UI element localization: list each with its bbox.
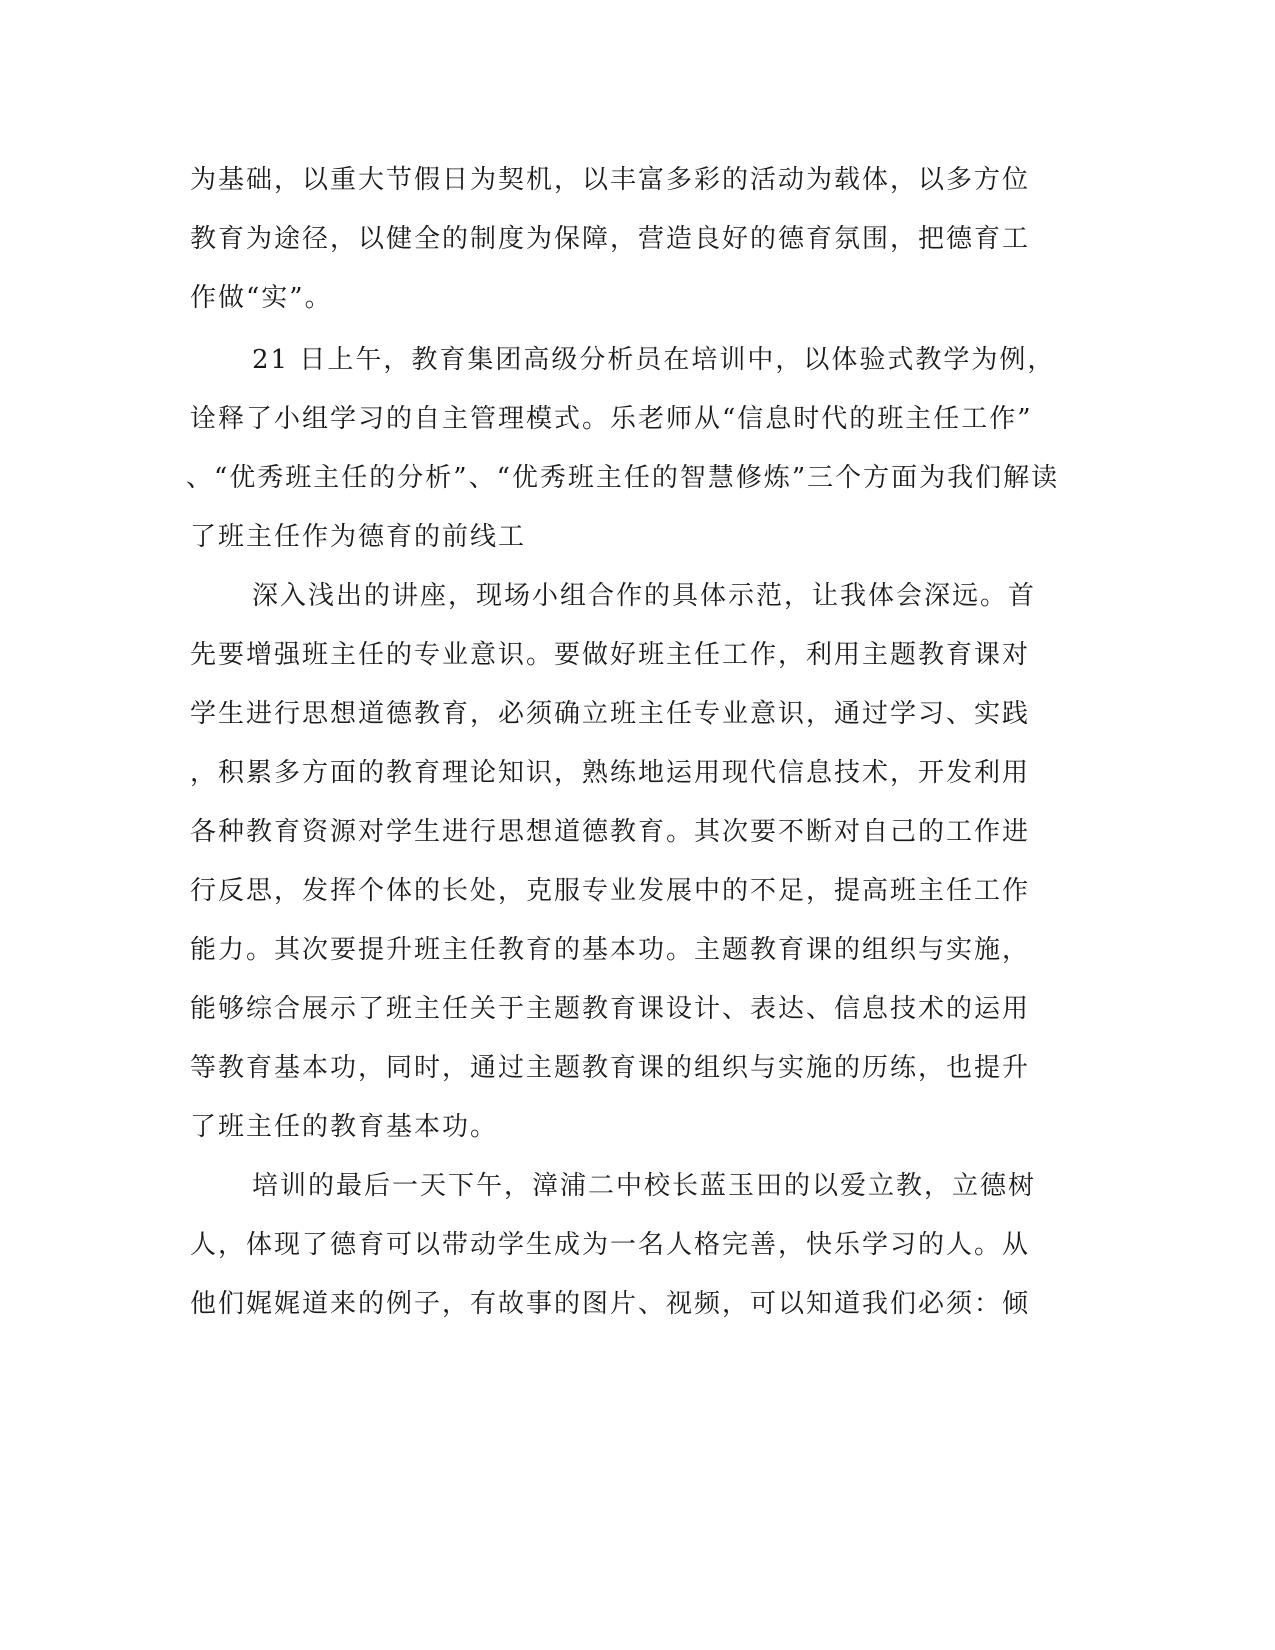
paragraph-start-line: 21 日上午，教育集团高级分析员在培训中，以体验式教学为例， — [252, 345, 1056, 375]
text-line: 能力。其次要提升班主任教育的基本功。主题教育课的组织与实施， — [190, 935, 1031, 965]
text-line: 诠释了小组学习的自主管理模式。乐老师从“信息时代的班主任工作” — [190, 404, 1033, 434]
text-line: 他们娓娓道来的例子，有故事的图片、视频，可以知道我们必须：倾 — [190, 1289, 1031, 1319]
text-line: 了班主任的教育基本功。 — [190, 1112, 499, 1142]
text-line: 人，体现了德育可以带动学生成为一名人格完善，快乐学习的人。从 — [190, 1230, 1031, 1260]
text-line: 学生进行思想道德教育，必须确立班主任专业意识，通过学习、实践 — [190, 699, 1031, 729]
paragraph-start-line: 培训的最后一天下午，漳浦二中校长蓝玉田的以爱立教，立德树 — [252, 1171, 1037, 1201]
text-line: ，积累多方面的教育理论知识，熟练地运用现代信息技术，开发利用 — [190, 758, 1031, 788]
text-line: 能够综合展示了班主任关于主题教育课设计、表达、信息技术的运用 — [190, 994, 1031, 1024]
text-line: 为基础，以重大节假日为契机，以丰富多彩的活动为载体，以多方位 — [190, 165, 1031, 195]
text-line: 了班主任作为德育的前线工 — [190, 522, 527, 552]
text-line: 教育为途径，以健全的制度为保障，营造良好的德育氛围，把德育工 — [190, 224, 1031, 254]
paragraph-start-line: 深入浅出的讲座，现场小组合作的具体示范，让我体会深远。首 — [252, 581, 1037, 611]
text-line: 先要增强班主任的专业意识。要做好班主任工作，利用主题教育课对 — [190, 640, 1031, 670]
text-line: 各种教育资源对学生进行思想道德教育。其次要不断对自己的工作进 — [190, 817, 1031, 847]
text-line: 作做“实”。 — [190, 283, 333, 313]
text-line: 行反思，发挥个体的长处，克服专业发展中的不足，提高班主任工作 — [190, 876, 1031, 906]
text-line: 等教育基本功，同时，通过主题教育课的组织与实施的历练，也提升 — [190, 1053, 1031, 1083]
text-line: 、“优秀班主任的分析”、“优秀班主任的智慧修炼”三个方面为我们解读 — [186, 463, 1060, 493]
